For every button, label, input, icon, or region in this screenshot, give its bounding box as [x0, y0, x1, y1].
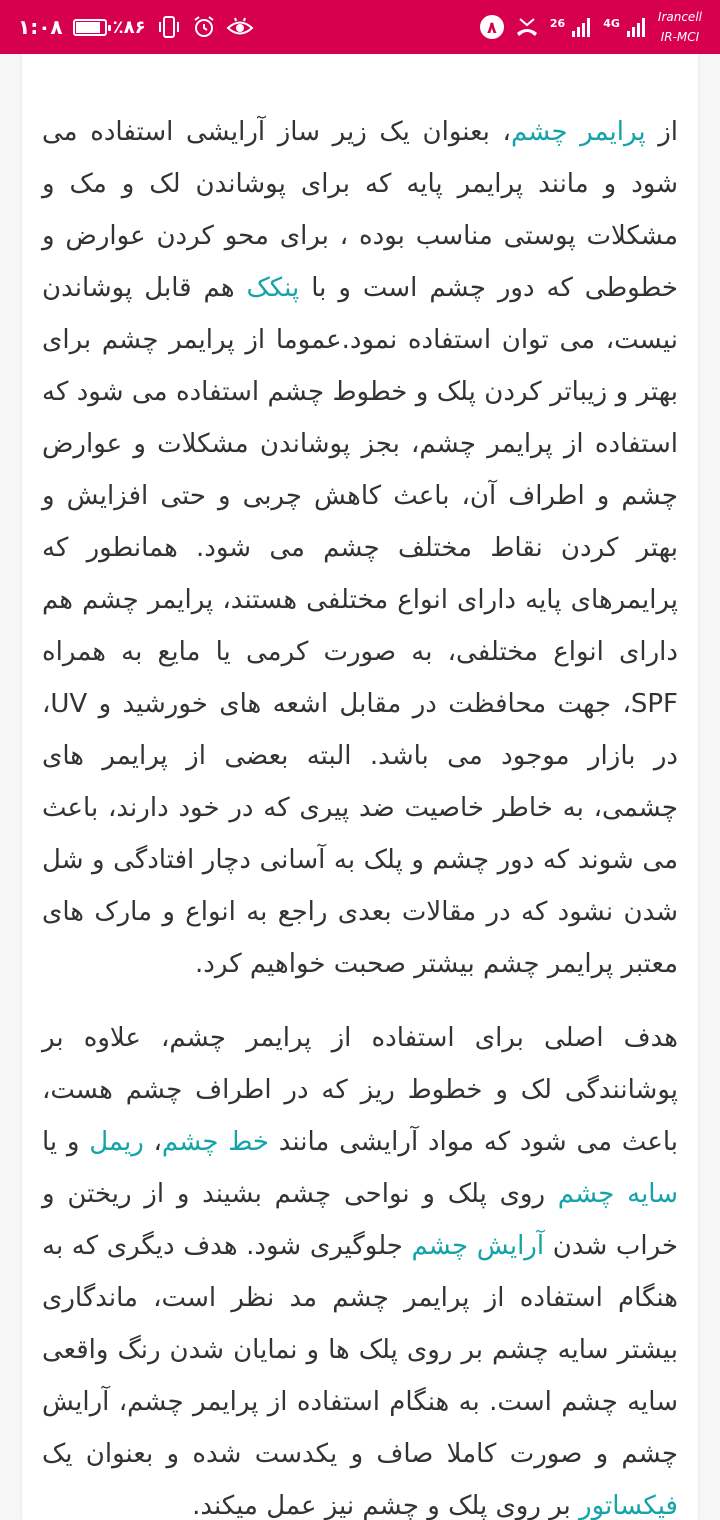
alarm-icon: [192, 15, 216, 39]
text: ، بعنوان یک زیر ساز آرایشی استفاده می شود و مانند پرایمر پایه که برای پوشاندن لک و مک و مشکلات پوستی مناسب بوده ، برای محو کردن عوارض و خطوطی که دور چشم است و با: [42, 117, 678, 303]
link-fixative[interactable]: فیکساتور: [579, 1491, 678, 1520]
paragraph-1: [42, 106, 678, 990]
network-type-2: 4G: [603, 17, 620, 30]
battery-fill: [76, 22, 100, 33]
notification-badge: ۸: [480, 15, 504, 39]
text: ،: [143, 1127, 162, 1157]
text: از: [645, 117, 678, 147]
battery-indicator: [73, 17, 146, 38]
link-powder[interactable]: پنکک: [246, 273, 300, 303]
text: جلوگیری شود. هدف دیگری که به هنگام استفاده از پرایمر چشم مد نظر است، ماندگاری بیشتر سایه چشم بر روی پلک ها و نمایان شدن رنگ واقعی سایه چشم است. به هنگام استفاده از پرایمر چشم، آرایش چشم و صورت کاملا صاف و یکدست شده و بعنوان یک: [42, 1231, 678, 1469]
status-bar: [0, 0, 720, 54]
text: هم قابل پوشاندن نیست، می توان استفاده نمود.عموما از پرایمر چشم برای بهتر و زیباتر کردن پلک و خطوط چشم استفاده می شود که استفاده از پرایمر چشم، بجز پوشاندن مشکلات و عوارض چشم و اطراف آن، باعث کاهش چربی و حتی افزایش و بهتر کردن نقاط مختلف چشم می شود. همانطور که پرایمرهای پایه دارای انواع مختلفی هستند، پرایمر چشم هم دارای انواع مختلفی، به صورت کرمی یا مایع به همراه SPF، جهت محافظت در مقابل اشعه های خورشید و UV، در بازار موجود می باشد. البته بعضی از پرایمر های چشمی، به خاطر خاصیت ضد پیری که در خود دارند، باعث می شوند که دور چشم و پلک به آسانی دچار افتادگی و شل شدن نشود که در مقالات بعدی راجع به انواع و مارک های معتبر پرایمر چشم بیشتر صحبت خواهیم کرد.: [42, 273, 678, 979]
text: بر روی پلک و چشم نیز عمل میکند.: [192, 1491, 580, 1520]
link-eyeliner[interactable]: خط چشم: [161, 1127, 269, 1157]
text: روی پلک و نواحی چشم بشیند و از ریختن و خراب شدن: [42, 1179, 678, 1261]
network-type-1: 26: [549, 17, 566, 30]
paragraph-2: [42, 1012, 678, 1520]
article-card: [22, 54, 698, 1520]
link-eye-makeup[interactable]: آرایش چشم: [411, 1231, 545, 1261]
carrier-line-2: IR-MCI: [660, 30, 700, 44]
status-bar-right: [480, 7, 702, 47]
link-eyeshadow[interactable]: سایه چشم: [557, 1179, 679, 1209]
signal-icon: [571, 15, 593, 39]
link-mascara[interactable]: ریمل: [89, 1127, 144, 1157]
vibrate-icon: [156, 15, 182, 39]
battery-icon: [73, 19, 107, 36]
article-body: [42, 106, 678, 1520]
battery-percent: ٪۸۶: [112, 16, 146, 38]
carrier-line-1: Irancell: [657, 10, 702, 24]
missed-call-icon: [514, 15, 540, 39]
link-eye-primer[interactable]: پرایمر چشم: [510, 117, 646, 147]
text: و یا: [42, 1127, 90, 1157]
signal-icon-2: [626, 15, 648, 39]
clock: ۱:۰۸: [18, 15, 63, 39]
eye-comfort-icon: [226, 15, 254, 39]
text: هدف اصلی برای استفاده از پرایمر چشم، علاوه بر پوشانندگی لک و خطوط ریز که در اطراف چشم هست، باعث می شود که مواد آرایشی مانند: [42, 1023, 679, 1157]
status-bar-left: [18, 15, 254, 39]
carrier-name: [658, 7, 702, 47]
